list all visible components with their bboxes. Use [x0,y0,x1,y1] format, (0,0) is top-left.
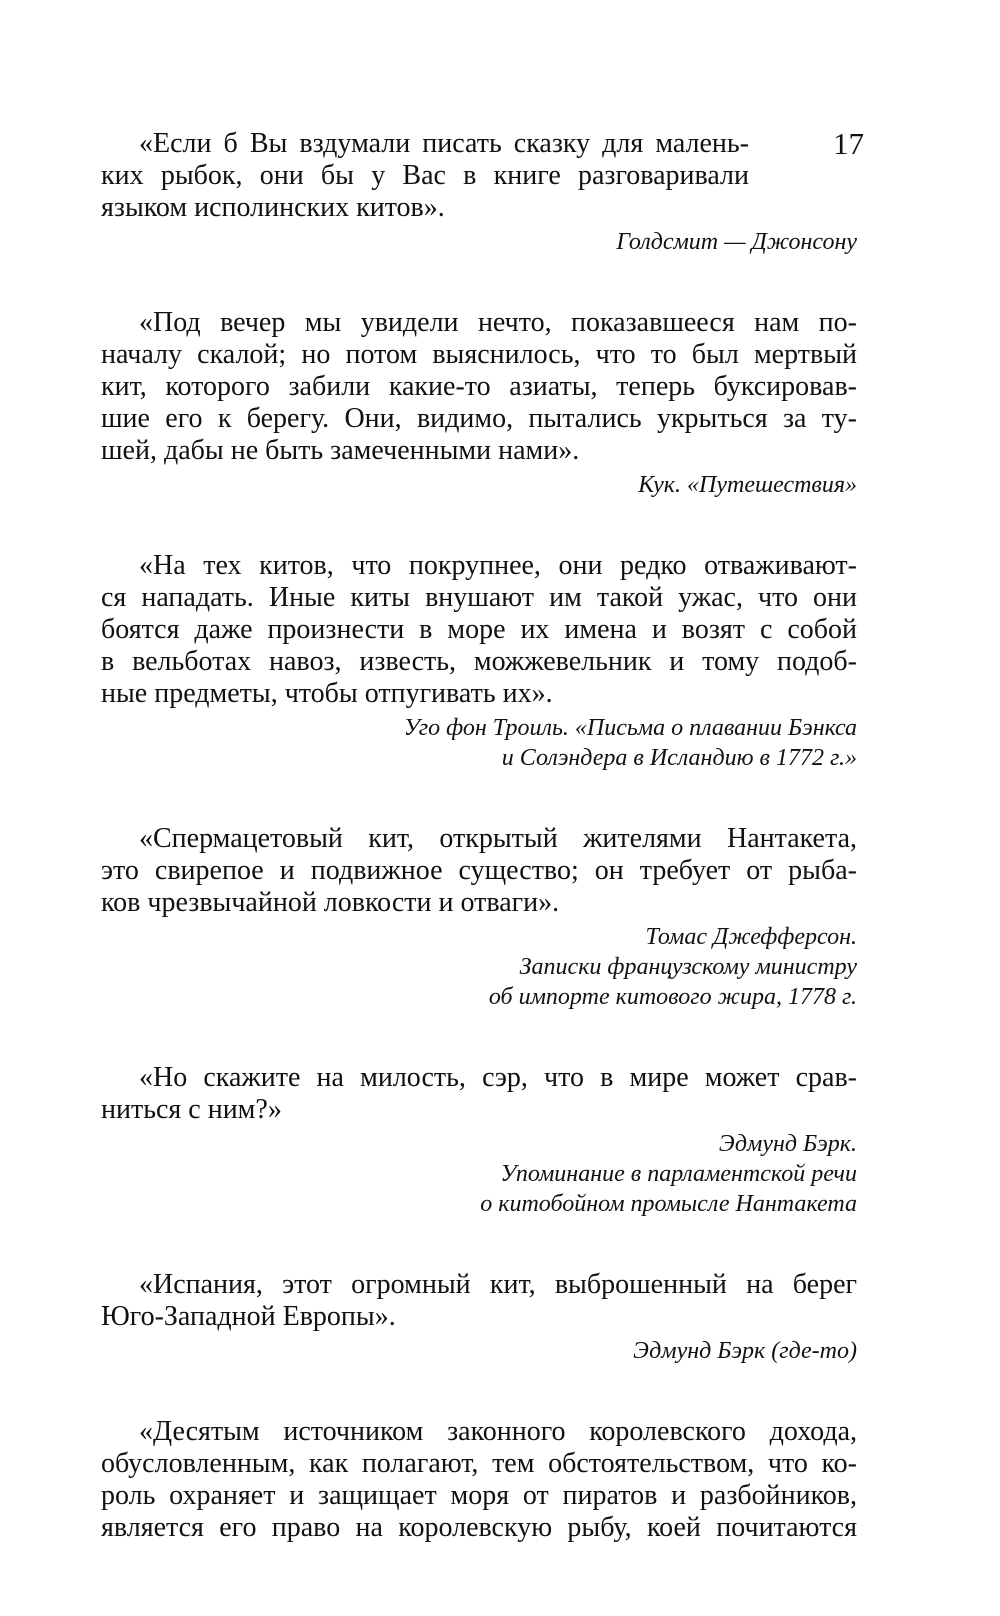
attribution-line: и Солэндера в Исландию в 1772 г.» [501,745,857,771]
attribution-line: Записки французскому министру [519,954,857,980]
epigraph-column [101,128,857,1544]
quote-line: «На тех китов, что покрупнее, они редко отваживают- [139,550,857,581]
entry-gap [101,1366,857,1416]
quote-line: Юго-Западной Европы». [101,1301,396,1332]
quote-line: «Если б Вы вздумали писать сказку для малень- [139,128,749,159]
attribution-line: о китобойном промысле Нантакета [480,1191,857,1217]
attribution-line: об импорте китового жира, 1778 г. [488,984,857,1010]
attribution-line: Эдмунд Бэрк. [718,1131,857,1157]
entry-gap [101,1219,857,1269]
quote-line: ков чрезвычайной ловкости и отваги». [101,887,560,918]
entry-gap [101,1012,857,1062]
attribution-line: Кук. «Путешествия» [638,472,857,498]
quote-line: кит, которого забили какие-то азиаты, теперь буксировав- [101,371,857,402]
epigraph-entry [101,823,857,1012]
quote-line: «Испания, этот огромный кит, выброшенный на берег [139,1269,857,1300]
quote-line: «Десятым источником законного королевского дохода, [139,1416,857,1447]
quote-line: в вельботах навоз, известь, можжевельник и тому подоб- [101,646,857,677]
quote-line: языком исполинских китов». [101,192,445,223]
quote-line: шие его к берегу. Они, видимо, пытались укрыться за ту- [101,403,857,434]
attribution [101,1336,857,1366]
epigraph-entry [101,1416,857,1544]
quote-line: роль охраняет и защищает моря от пиратов и разбойников, [101,1480,857,1511]
attribution [101,470,857,500]
quote-line: боятся даже произнести в море их имена и возят с собой [101,614,857,645]
attribution-line: Уго фон Троиль. «Письма о плавании Бэнкса [403,715,857,741]
attribution [101,922,857,1012]
epigraph-entry [101,1269,857,1366]
quote-line: «Но скажите на милость, сэр, что в мире может срав- [139,1062,857,1093]
quote-line: ниться с ним?» [101,1094,282,1125]
quote-line: ких рыбок, они бы у Вас в книге разговаривали [101,160,749,191]
quote-line: обусловленным, как полагают, тем обстоятельством, что ко- [101,1448,857,1479]
attribution-line: Эдмунд Бэрк (где-то) [633,1338,857,1364]
quote-line: началу скалой; но потом выяснилось, что то был мертвый [101,339,857,370]
quote-line: шей, дабы не быть замеченными нами». [101,435,580,466]
epigraph-entry [101,1062,857,1219]
attribution-line: Упоминание в парламентской речи [500,1161,857,1187]
quote-line: ные предметы, чтобы отпугивать их». [101,678,553,709]
page-number: 17 [833,126,864,161]
entry-gap [101,773,857,823]
attribution-line: Томас Джефферсон. [645,924,857,950]
epigraph-entry [101,550,857,773]
epigraph-entry [101,128,857,257]
attribution [101,1129,857,1219]
quote-line: является его право на королевскую рыбу, коей почитаются [101,1512,857,1543]
quote-line: ся нападать. Иные киты внушают им такой ужас, что они [101,582,857,613]
quote-line: «Спермацетовый кит, открытый жителями Нантакета, [139,823,857,854]
quote-line: «Под вечер мы увидели нечто, показавшееся нам по- [139,307,857,338]
epigraph-entry [101,307,857,500]
attribution [101,227,857,257]
entry-gap [101,257,857,307]
attribution-line: Голдсмит — Джонсону [616,229,857,255]
attribution [101,713,857,773]
quote-line: это свирепое и подвижное существо; он требует от рыба- [101,855,857,886]
entry-gap [101,500,857,550]
